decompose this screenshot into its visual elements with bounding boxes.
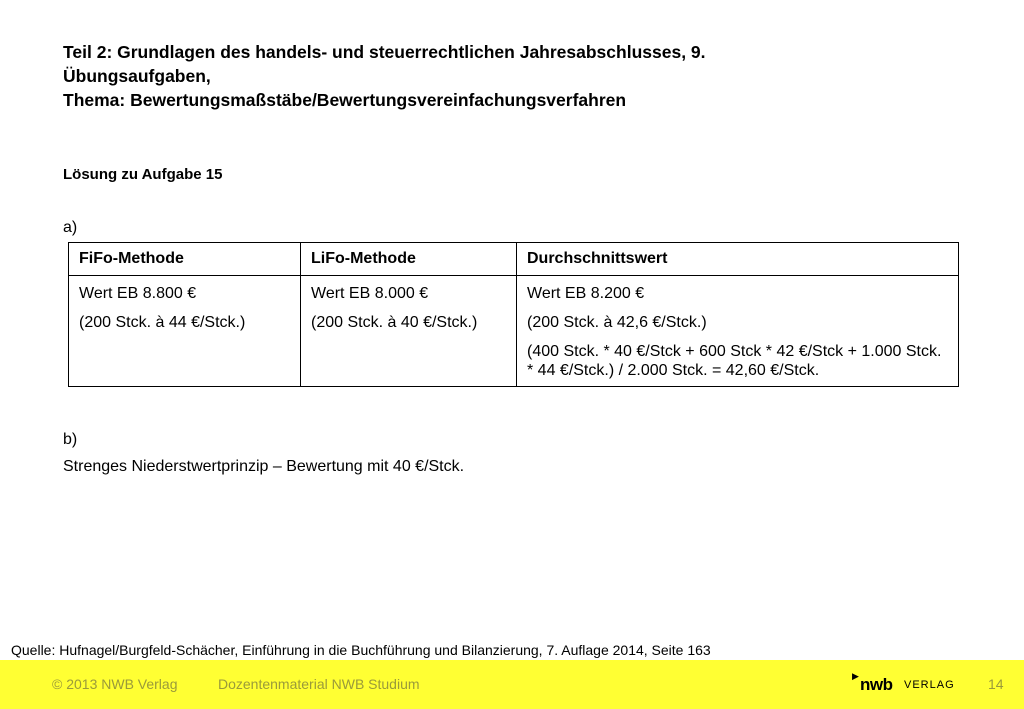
header-lifo: LiFo-Methode [301,243,517,276]
fifo-value: Wert EB 8.800 € [79,285,197,302]
average-value: Wert EB 8.200 € [527,285,645,302]
fifo-quantity: (200 Stck. à 44 €/Stck.) [79,314,246,331]
title-line-2: Übungsaufgaben, [63,66,211,86]
logo-suffix: VERLAG [904,679,955,691]
header-fifo: FiFo-Methode [69,243,301,276]
header-average: Durchschnittswert [517,243,959,276]
part-b-conclusion: Strenges Niederstwertprinzip – Bewertung mit 40 €/Stck. [63,458,465,475]
cell-fifo [69,276,301,387]
table-header-row [69,243,959,276]
cell-lifo [301,276,517,387]
part-b-label: b) [63,431,78,448]
footer-course: Dozentenmaterial NWB Studium [218,676,420,692]
cell-average [517,276,959,387]
lifo-quantity: (200 Stck. à 40 €/Stck.) [311,314,478,331]
logo-arrow-icon: ▶ [852,671,859,681]
valuation-table [68,242,959,387]
table-row [69,276,959,387]
logo-brand: nwb [860,675,893,694]
title-line-1: Teil 2: Grundlagen des handels- und steuerrechtlichen Jahresabschlusses, 9. [63,42,706,62]
solution-subtitle: Lösung zu Aufgabe 15 [63,166,223,183]
footer-copyright: © 2013 NWB Verlag [52,676,178,692]
average-quantity: (200 Stck. à 42,6 €/Stck.) [527,314,707,331]
page-number: 14 [988,676,1004,692]
part-a-label: a) [63,219,78,236]
source-citation: Quelle: Hufnagel/Burgfeld-Schächer, Einführung in die Buchführung und Bilanzierung, 7. Auflage 2014, Seite 163 [11,642,711,658]
slide-title [63,40,983,112]
average-calculation: (400 Stck. * 40 €/Stck + 600 Stck * 42 €/Stck + 1.000 Stck. * 44 €/Stck.) / 2.000 Stck. = 42,60 €/Stck. [527,343,942,379]
title-line-3: Thema: Bewertungsmaßstäbe/Bewertungsvereinfachungsverfahren [63,90,627,110]
lifo-value: Wert EB 8.000 € [311,285,429,302]
